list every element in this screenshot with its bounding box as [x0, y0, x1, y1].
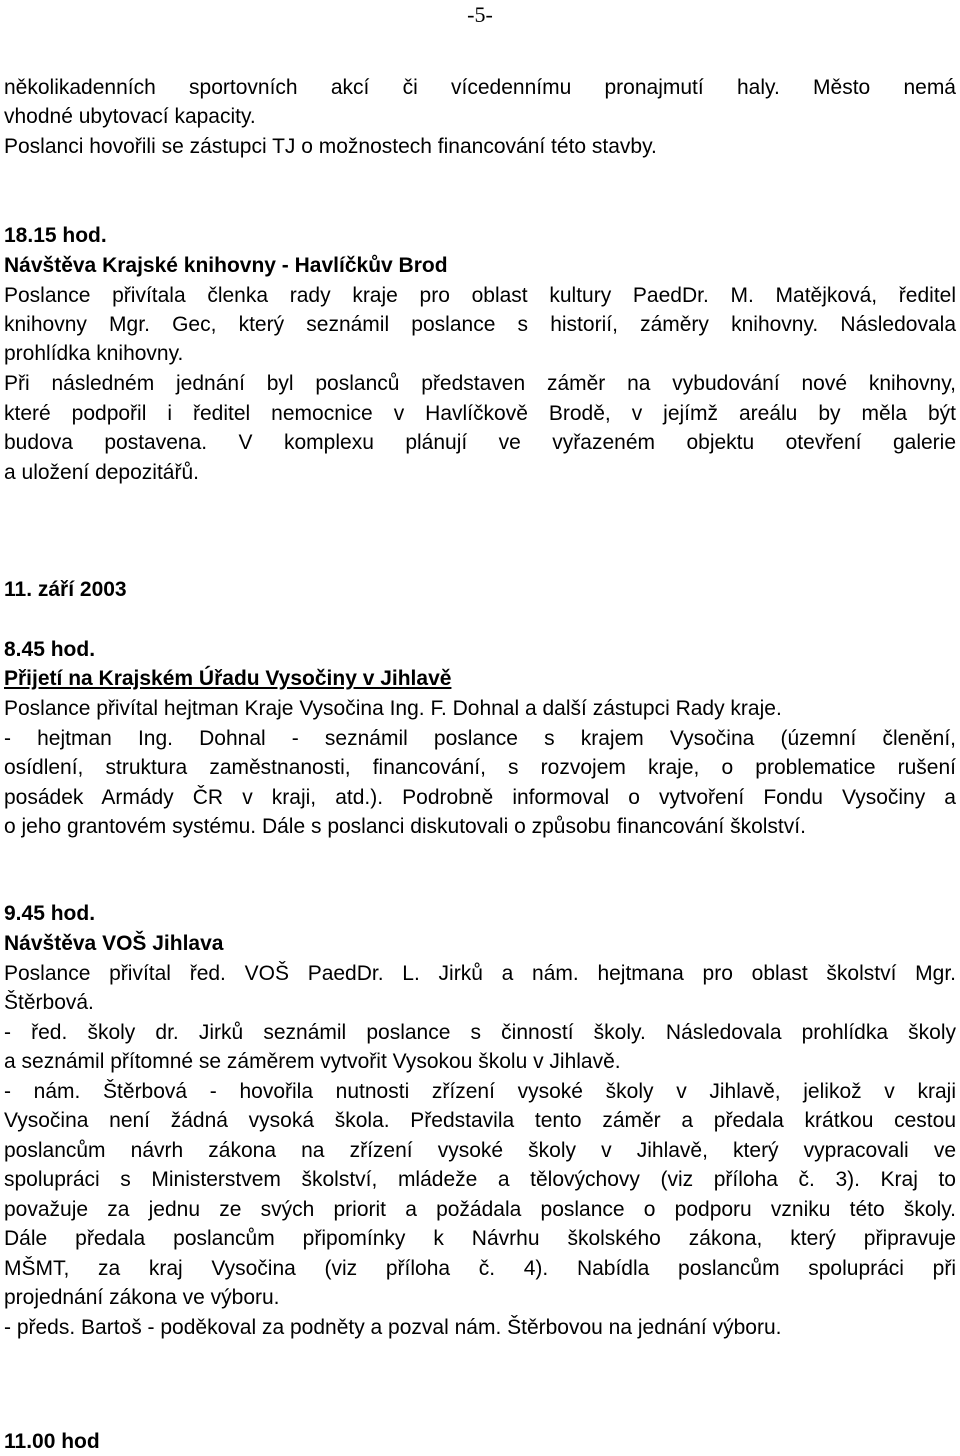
paragraph-line: a uložení depozitářů.: [4, 461, 199, 484]
paragraph-line: Při následném jednání byl poslanců představen záměr na vybudování nové knihovny,: [4, 372, 956, 395]
paragraph-line: Štěrbová.: [4, 991, 94, 1014]
section-time: 8.45 hod.: [4, 638, 96, 661]
paragraph-line: prohlídka knihovny.: [4, 342, 184, 365]
date-heading: 11. září 2003: [4, 578, 127, 601]
paragraph-line: - nám. Štěrbová - hovořila nutnosti zřízení vysoké školy v Jihlavě, jelikož v kraji: [4, 1080, 956, 1103]
section-title: Návštěva VOŠ Jihlava: [4, 932, 224, 955]
section-title: Přijetí na Krajském Úřadu Vysočiny v Jihlavě: [4, 667, 452, 690]
paragraph-line: - řed. školy dr. Jirků seznámil poslance s činností školy. Následovala prohlídka školy: [4, 1021, 956, 1044]
paragraph-line: Poslanci hovořili se zástupci TJ o možnostech financování této stavby.: [4, 135, 657, 158]
paragraph-line: považuje za jednu ze svých priorit a požádala poslance o podporu vzniku této školy.: [4, 1198, 956, 1221]
paragraph-line: projednání zákona ve výboru.: [4, 1286, 280, 1309]
paragraph-line: Vysočina není žádná vysoká škola. Představila tento záměr a předala krátkou cestou: [4, 1109, 956, 1132]
section-time: 18.15 hod.: [4, 224, 107, 247]
paragraph-line: MŠMT, za kraj Vysočina (viz příloha č. 4). Nabídla poslancům spolupráci při: [4, 1257, 956, 1280]
paragraph-line: posádek Armády ČR v kraji, atd.). Podrobně informoval o vytvoření Fondu Vysočiny a: [4, 786, 956, 809]
paragraph-line: Poslance přivítal hejtman Kraje Vysočina Ing. F. Dohnal a další zástupci Rady kraje.: [4, 697, 782, 720]
paragraph-line: které podpořil i ředitel nemocnice v Havlíčkově Brodě, v jejímž areálu by měla být: [4, 402, 956, 425]
paragraph-line: knihovny Mgr. Gec, který seznámil poslance s historií, záměry knihovny. Následovala: [4, 313, 956, 336]
section-time: 9.45 hod.: [4, 902, 96, 925]
paragraph-line: osídlení, struktura zaměstnanosti, financování, s rozvojem kraje, o problematice rušení: [4, 756, 956, 779]
paragraph-line: několikadenních sportovních akcí či vícedennímu pronajmutí haly. Město nemá: [4, 76, 956, 99]
paragraph-line: vhodné ubytovací kapacity.: [4, 105, 256, 128]
paragraph-line: budova postavena. V komplexu plánují ve vyřazeném objektu otevření galerie: [4, 431, 956, 454]
page-number: -5-: [467, 2, 493, 27]
paragraph-line: a seznámil přítomné se záměrem vytvořit Vysokou školu v Jihlavě.: [4, 1050, 621, 1073]
paragraph-line: poslancům návrh zákona na zřízení vysoké školy v Jihlavě, který vypracovali ve: [4, 1139, 956, 1162]
paragraph-line: spolupráci s Ministerstvem školství, mládeže a tělovýchovy (viz příloha č. 3). Kraj to: [4, 1168, 956, 1191]
paragraph-line: o jeho grantovém systému. Dále s poslanci diskutovali o způsobu financování školství.: [4, 815, 806, 838]
paragraph-line: Poslance přivítala členka rady kraje pro oblast kultury PaedDr. M. Matějková, ředitel: [4, 284, 956, 307]
section-title: Návštěva Krajské knihovny - Havlíčkův Brod: [4, 254, 448, 277]
paragraph-line: - předs. Bartoš - poděkoval za podněty a pozval nám. Štěrbovou na jednání výboru.: [4, 1316, 782, 1339]
paragraph-line: Poslance přivítal řed. VOŠ PaedDr. L. Jirků a nám. hejtmana pro oblast školství Mgr.: [4, 962, 956, 985]
section-time: 11.00 hod: [4, 1430, 100, 1453]
paragraph-line: Dále předala poslancům připomínky k Návrhu školského zákona, který připravuje: [4, 1227, 956, 1250]
paragraph-line: - hejtman Ing. Dohnal - seznámil poslance s krajem Vysočina (územní členění,: [4, 727, 956, 750]
